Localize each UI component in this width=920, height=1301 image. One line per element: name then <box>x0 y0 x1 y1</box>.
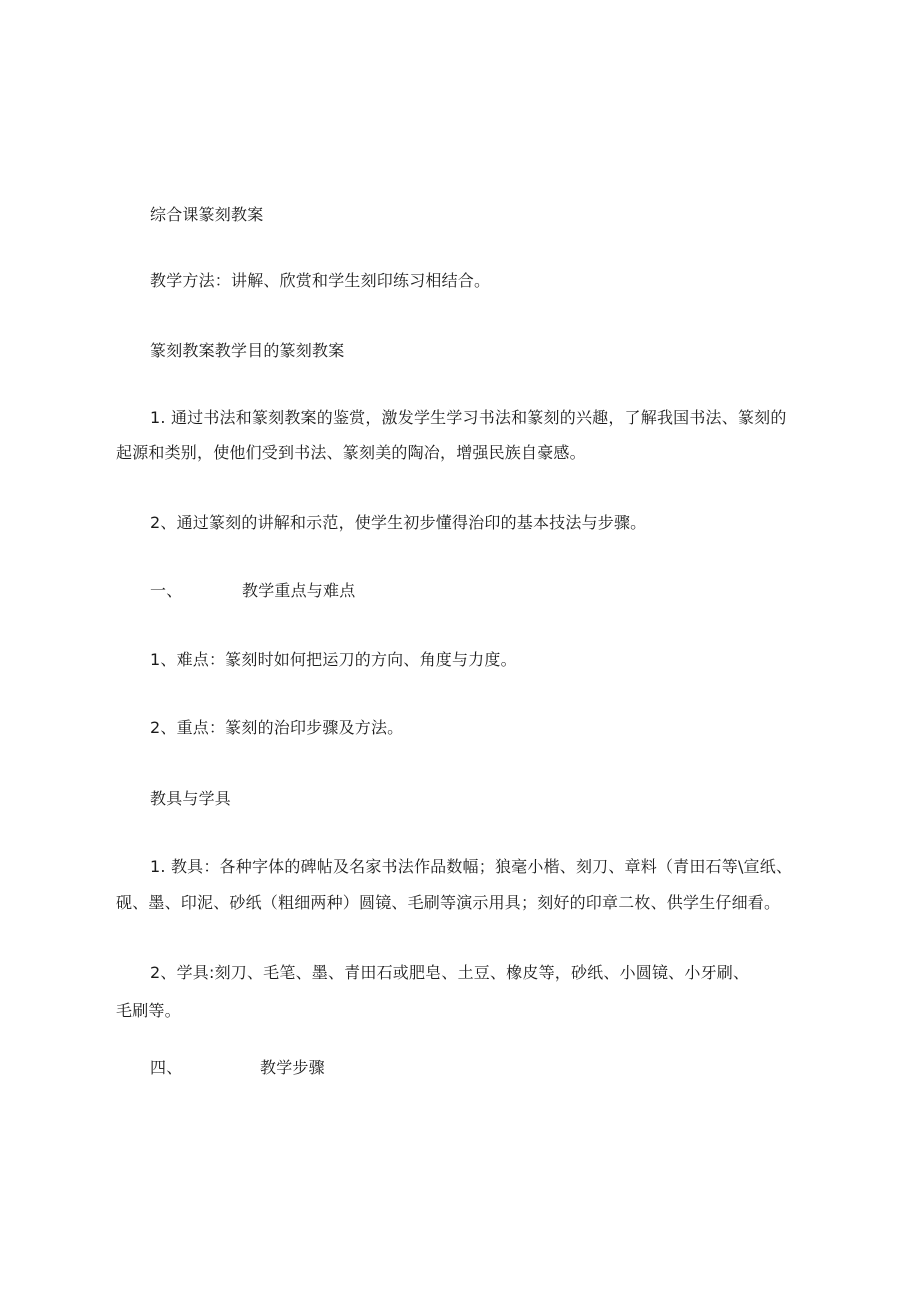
teaching-method: 教学方法：讲解、欣赏和学生刻印练习相结合。 <box>150 271 491 290</box>
section-1-number: 一、 <box>150 581 183 600</box>
section-1-title: 教学重点与难点 <box>242 581 356 600</box>
section-1-heading <box>150 580 355 602</box>
difficulty-item: 1、难点：篆刻时如何把运刀的方向、角度与力度。 <box>150 650 517 669</box>
objective-1-line-1: 1. 通过书法和篆刻教案的鉴赏，激发学生学习书法和篆刻的兴趣，了解我国书法、篆刻的 <box>150 408 787 427</box>
objective-2: 2、通过篆刻的讲解和示范，使学生初步懂得治印的基本技法与步骤。 <box>150 513 647 532</box>
section-4-title: 教学步骤 <box>260 1058 325 1077</box>
tools-2-line-2: 毛刷等。 <box>116 1001 181 1020</box>
tools-1-line-1: 1. 教具：各种字体的碑帖及名家书法作品数幅；狼毫小楷、刻刀、章料（青田石等\宣纸、 <box>150 857 793 876</box>
document-title: 综合课篆刻教案 <box>150 205 264 224</box>
tools-1-line-2: 砚、墨、印泥、砂纸（粗细两种）圆镜、毛刷等演示用具；刻好的印章二枚、供学生仔细看。 <box>116 893 781 912</box>
tools-2-line-1: 2、学具:刻刀、毛笔、墨、青田石或肥皂、土豆、橡皮等，砂纸、小圆镜、小牙刷、 <box>150 963 750 982</box>
objective-heading: 篆刻教案教学目的篆刻教案 <box>150 341 345 360</box>
tools-heading: 教具与学具 <box>150 789 232 808</box>
objective-1-line-2: 起源和类别，使他们受到书法、篆刻美的陶冶，增强民族自豪感。 <box>116 443 586 462</box>
key-point-item: 2、重点：篆刻的治印步骤及方法。 <box>150 718 404 737</box>
section-4-number: 四、 <box>150 1058 183 1077</box>
section-4-heading <box>150 1057 325 1079</box>
